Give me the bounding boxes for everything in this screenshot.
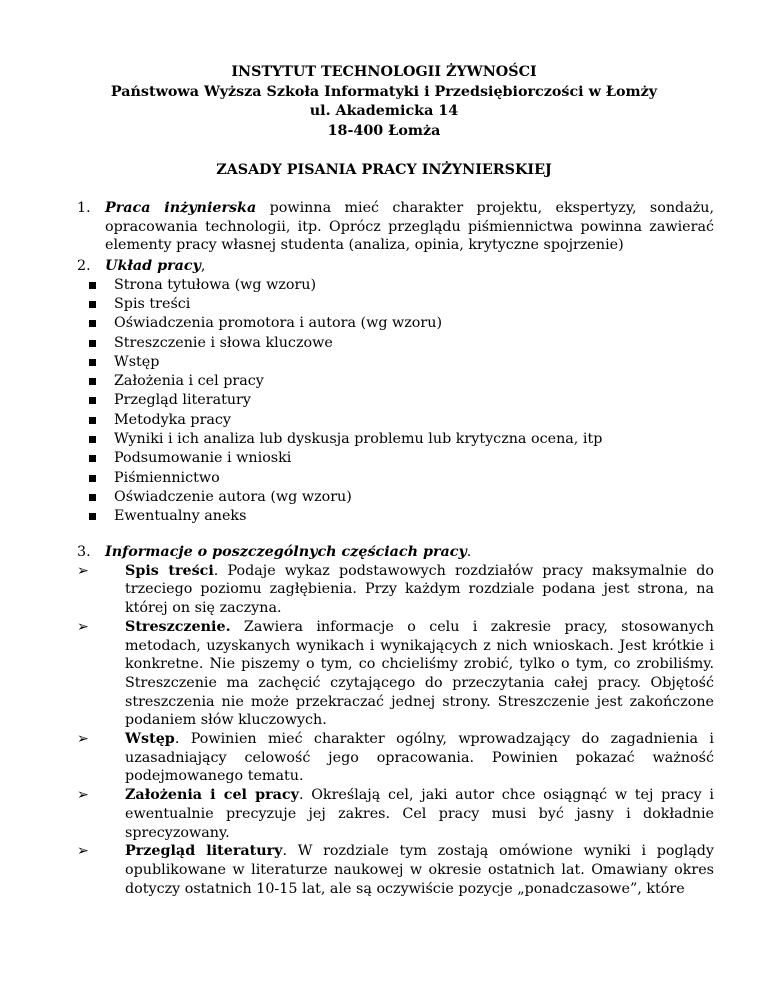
list-item: Podsumowanie i wnioski (88, 449, 714, 468)
list-item: Przegląd literatury (88, 391, 714, 410)
section-2 (77, 257, 714, 527)
list-item-text: . Powinien mieć charakter ogólny, wprowadzający do zagadnienia i uzasadniający celowość jego opracowania. Powinien pokazać ważność podejmowanego tematu. (125, 731, 714, 785)
section-lead: Układ pracy (105, 258, 201, 274)
section-number: 3. (77, 544, 91, 560)
square-bullet-icon (89, 359, 96, 366)
list-item-term: Wstęp (125, 731, 175, 748)
arrow-bullet-icon: ➢ (77, 618, 89, 635)
list-item: Streszczenie i słowa kluczowe (88, 334, 714, 353)
square-bullet-icon (89, 475, 96, 482)
square-bullet-icon (89, 494, 96, 501)
list-item-text: . W rozdziale tym zostają omówione wyniki i poglądy opublikowane w literaturze naukowej w okresie ostatnich lat. Omawiany okres dotyczy ostatnich 10-15 lat, ale są oczywiście pozycje „ponadczasowe”, które (125, 843, 714, 897)
street-address: ul. Akademicka 14 (309, 103, 459, 119)
section-3 (77, 543, 714, 898)
list-item: Piśmiennictwo (88, 469, 714, 488)
postal-city: 18-400 Łomża (327, 122, 441, 139)
square-bullet-icon (89, 378, 96, 385)
arrow-bullet-icon: ➢ (77, 843, 89, 860)
section-number: 2. (77, 258, 91, 274)
arrow-bullet-icon: ➢ (77, 562, 89, 579)
list-item-text: Zawiera informacje o celu i zakresie pracy, stosowanych metodach, uzyskanych wynikach i wynikających z nich wnioskach. Jest krótkie i konkretne. Nie piszemy o tym, co chcieliśmy zrobić, tylko o tym, co zrobiliśmy. Streszczenie ma zachęcić czytającego do przeczytania całej pracy. Objętość streszczenia nie może przekraczać jednej strony. Streszczenie jest zakończone podaniem słów kluczowych. (125, 618, 714, 729)
list-item-term: Założenia i cel pracy (125, 787, 299, 804)
square-bullet-icon (89, 417, 96, 424)
square-bullet-icon (89, 340, 96, 347)
section-lead: Informacje o poszczególnych częściach pracy (105, 544, 467, 560)
square-bullet-icon (89, 513, 96, 520)
square-bullet-icon (89, 320, 96, 327)
section-lead-tail: , (200, 258, 206, 274)
section-body: powinna mieć charakter projektu, ekspertyzy, sondażu, opracowania technologii, itp. Oprócz przeglądu piśmiennictwa powinna zawierać elementy pracy własnej studenta (analiza, opinia, krytyczne spojrzenie) (105, 200, 715, 254)
institute-name: INSTYTUT TECHNOLOGII ŻYWNOŚCI (231, 64, 537, 80)
list-item: Założenia i cel pracy (88, 372, 714, 391)
square-bullet-icon (89, 436, 96, 443)
list-item: Spis treści (88, 295, 714, 314)
list-item: Metodyka pracy (88, 411, 714, 430)
list-item-term: Streszczenie. (125, 618, 231, 635)
document-title: ZASADY PISANIA PRACY INŻYNIERSKIEJ (216, 162, 552, 178)
list-item (77, 562, 714, 618)
section-1-text (105, 199, 714, 255)
square-bullet-icon (89, 455, 96, 462)
section-1 (77, 199, 714, 255)
parts-description-list (77, 562, 714, 899)
list-item-text: . Podaje wykaz podstawowych rozdziałów pracy maksymalnie do trzeciego poziomu zagłębienia. Przy każdym rozdziale podana jest strona, na której on się zaczyna. (125, 562, 714, 617)
arrow-bullet-icon: ➢ (77, 787, 89, 804)
list-item-text: . Określają cel, jaki autor chce osiągnąć w tej pracy i ewentualnie precyzuje jej zakres. Cel pracy musi być jasny i dokładnie sprecyzowany. (125, 787, 714, 841)
section-lead-tail: . (466, 544, 472, 560)
section-lead: Praca inżynierska (105, 200, 257, 216)
structure-list (88, 276, 714, 527)
list-item (77, 618, 714, 730)
list-item: Strona tytułowa (wg wzoru) (88, 276, 714, 295)
list-item (77, 786, 714, 842)
list-item: Oświadczenie autora (wg wzoru) (88, 488, 714, 507)
square-bullet-icon (89, 397, 96, 404)
list-item (77, 842, 714, 898)
institution-header (0, 63, 768, 141)
square-bullet-icon (89, 301, 96, 308)
square-bullet-icon (89, 282, 96, 289)
university-name: Państwowa Wyższa Szkoła Informatyki i Przedsiębiorczości w Łomży (110, 83, 658, 100)
list-item (77, 730, 714, 786)
section-number: 1. (77, 200, 91, 216)
list-item-term: Spis treści (125, 562, 214, 579)
list-item: Ewentualny aneks (88, 507, 714, 526)
section-2-heading (105, 257, 714, 276)
list-item: Oświadczenia promotora i autora (wg wzoru) (88, 314, 714, 333)
list-item-term: Przegląd literatury (125, 843, 283, 860)
arrow-bullet-icon: ➢ (77, 731, 89, 748)
section-3-heading (105, 543, 714, 562)
list-item: Wstęp (88, 353, 714, 372)
list-item: Wyniki i ich analiza lub dyskusja problemu lub krytyczna ocena, itp (88, 430, 714, 449)
